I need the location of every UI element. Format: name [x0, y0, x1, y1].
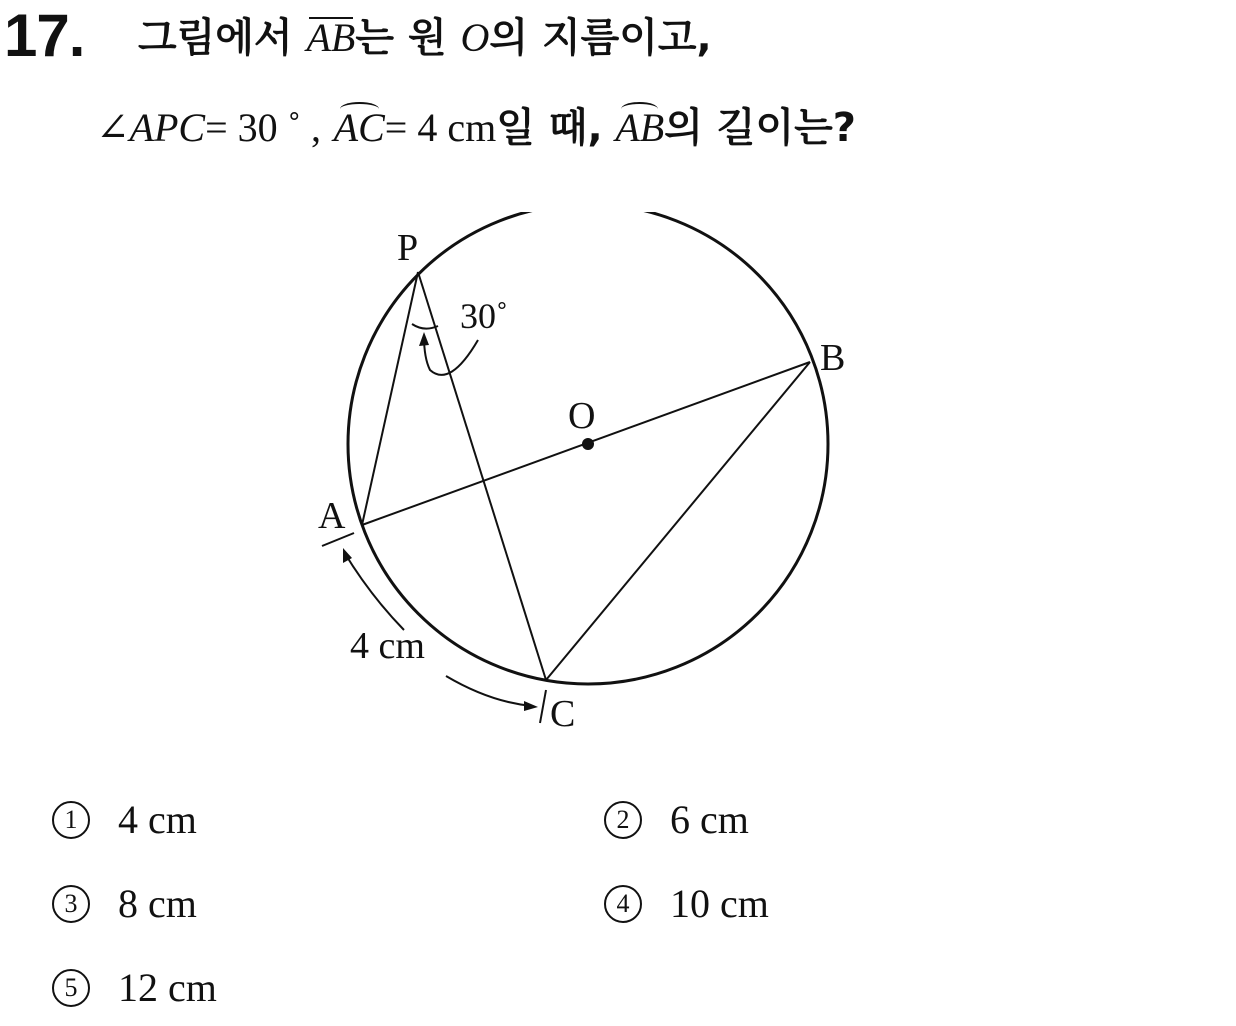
center-o: O — [460, 15, 490, 60]
question-line-1 — [138, 14, 712, 62]
option-value: 8 cm — [118, 881, 197, 926]
option-value: 6 cm — [670, 797, 749, 842]
arc-length-label: 4 cm — [350, 625, 425, 667]
segment-ab: AB — [306, 15, 356, 60]
circle-figure — [300, 212, 860, 752]
arc-ac: AC — [333, 105, 385, 150]
label-o: O — [568, 395, 596, 437]
question-text: 의 길이는? — [664, 105, 856, 151]
tick-c — [540, 690, 546, 723]
angle-label: 30˚ — [460, 296, 508, 336]
arrow-head — [419, 332, 429, 346]
question-text: 그림에서 — [138, 15, 293, 61]
arc-dimension-lower — [446, 676, 532, 706]
label-c: C — [550, 693, 576, 735]
option-number-1: 1 — [52, 801, 90, 839]
label-a: A — [318, 495, 346, 537]
option-value: 12 cm — [118, 965, 217, 1010]
option-2[interactable] — [604, 796, 749, 843]
option-number-3: 3 — [52, 885, 90, 923]
option-1[interactable] — [52, 796, 197, 843]
question-line-2 — [96, 104, 856, 152]
option-3[interactable] — [52, 880, 197, 927]
center-point — [582, 438, 594, 450]
question-number: 17. — [4, 2, 85, 69]
option-value: 4 cm — [118, 797, 197, 842]
option-4[interactable] — [604, 880, 769, 927]
angle-leader-arrow — [424, 336, 478, 375]
label-b: B — [820, 337, 846, 379]
question-text: 일 때, — [496, 105, 603, 151]
angle-apc: ∠APC — [96, 105, 206, 150]
option-number-4: 4 — [604, 885, 642, 923]
label-p: P — [397, 227, 419, 269]
option-5[interactable] — [52, 964, 217, 1011]
option-number-5: 5 — [52, 969, 90, 1007]
option-value: 10 cm — [670, 881, 769, 926]
arc-ab: AB — [615, 105, 665, 150]
option-number-2: 2 — [604, 801, 642, 839]
arrow-head — [524, 701, 538, 711]
question-text: 는 원 — [355, 15, 447, 61]
arc-dimension-upper — [344, 552, 404, 630]
angle-value: = 30 ˚ , — [205, 105, 321, 150]
arc-ac-value: = 4 cm — [384, 105, 497, 150]
arrow-head — [343, 548, 352, 563]
question-text: 의 지름이고, — [489, 15, 712, 61]
